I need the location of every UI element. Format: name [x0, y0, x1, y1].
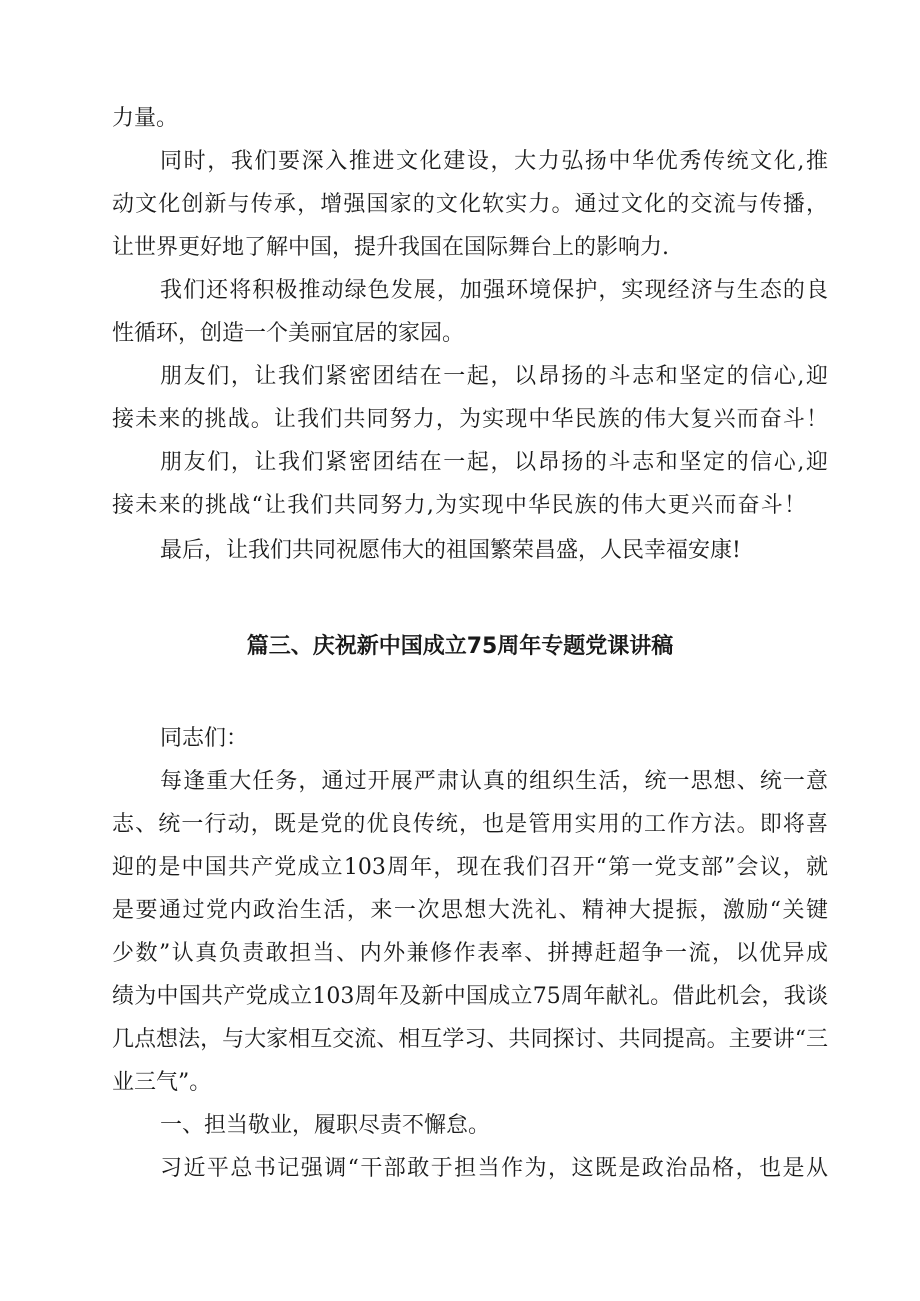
text-line: 同志们： — [160, 726, 249, 751]
text-line: 一、担当敬业，履职尽责不懈怠。 — [160, 1113, 491, 1138]
section-title: 篇三、庆祝新中国成立75周年专题党课讲稿 — [246, 634, 674, 659]
text-line: 少数”认真负责敢担当、内外兼修作表率、拼搏赶超争一流，以优异成 — [112, 941, 828, 966]
text-line: 志、统一行动，既是党的优良传统，也是管用实用的工作方法。即将喜 — [112, 812, 828, 837]
text-line: 力量。 — [112, 106, 179, 131]
text-line: 我们还将积极推动绿色发展，加强环境保护，实现经济与生态的良 — [160, 278, 828, 303]
text-line: 动文化创新与传承，增强国家的文化软实力。通过文化的交流与传播， — [112, 192, 828, 217]
text-line: 朋友们，让我们紧密团结在一起，以昂扬的斗志和坚定的信心,迎 — [160, 450, 828, 475]
text-line: 几点想法，与大家相互交流、相互学习、共同探讨、共同提高。主要讲“三 — [112, 1027, 828, 1052]
text-line: 让世界更好地了解中国，提升我国在国际舞台上的影响力. — [112, 235, 669, 260]
text-line: 业三气”。 — [112, 1070, 212, 1095]
text-line: 接未来的挑战“让我们共同努力,为实现中华民族的伟大更兴而奋斗！ — [112, 493, 806, 518]
text-line: 习近平总书记强调“干部敢于担当作为，这既是政治品格，也是从 — [160, 1156, 828, 1181]
text-line: 朋友们，让我们紧密团结在一起，以昂扬的斗志和坚定的信心,迎 — [160, 364, 828, 389]
text-line: 迎的是中国共产党成立103周年，现在我们召开“第一党支部”会议，就 — [112, 855, 828, 880]
text-line: 每逢重大任务，通过开展严肃认真的组织生活，统一思想、统一意 — [160, 769, 828, 794]
text-line: 同时，我们要深入推进文化建设，大力弘扬中华优秀传统文化,推 — [160, 149, 828, 174]
text-line: 绩为中国共产党成立103周年及新中国成立75周年献礼。借此机会，我谈 — [112, 984, 828, 1009]
text-line: 是要通过党内政治生活，来一次思想大洗礼、精神大提振，激励“关键 — [112, 898, 828, 923]
text-line: 性循环，创造一个美丽宜居的家园。 — [112, 321, 465, 346]
text-line: 接未来的挑战。让我们共同努力，为实现中华民族的伟大复兴而奋斗！ — [112, 407, 828, 432]
text-line: 最后，让我们共同祝愿伟大的祖国繁荣昌盛，人民幸福安康! — [160, 538, 741, 563]
